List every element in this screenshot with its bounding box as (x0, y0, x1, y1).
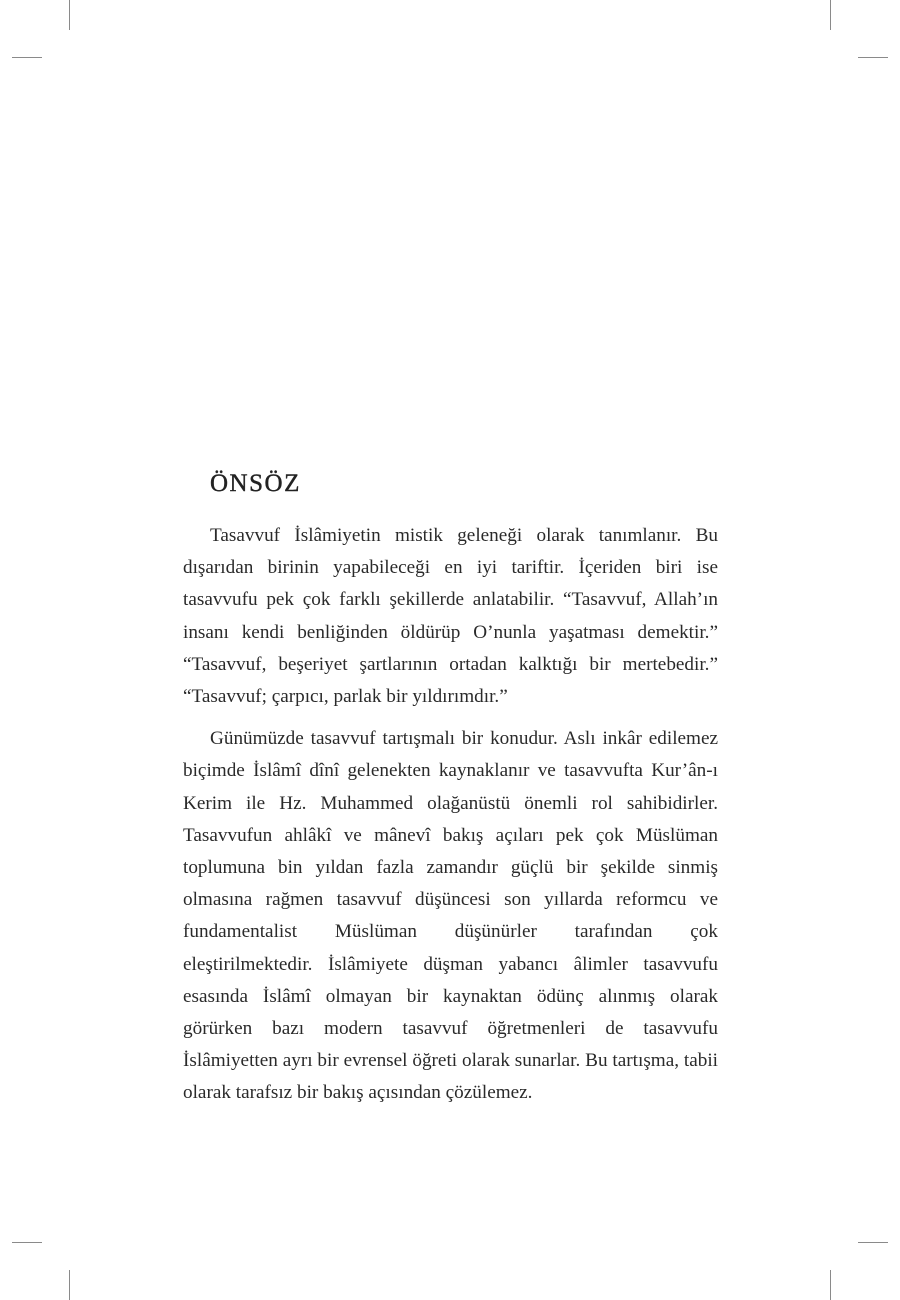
crop-mark (69, 0, 70, 30)
crop-mark (12, 1242, 42, 1243)
crop-mark (12, 57, 42, 58)
paragraph: Günümüzde tasavvuf tartışmalı bir konudur. Aslı inkâr edilemez biçimde İslâmî dînî gelenekten kaynaklanır ve tasavvufta Kur’ân-ı Kerim ile Hz. Muhammed olağanüstü önemli rol sahibidirler. Tasavvufun ahlâkî ve mânevî bakış açıları pek çok Müslüman toplumuna bin yıldan fazla zamandır güçlü bir şekilde sinmiş olmasına rağmen tasavvuf düşüncesi son yıllarda reformcu ve fundamentalist Müslüman düşünürler tarafından çok eleştirilmektedir. İslâmiyete düşman yabancı âlimler tasavvufu esasında İslâmî olmayan bir kaynaktan ödünç alınmış olarak görürken bazı modern tasavvuf öğretmenleri de tasavvufu İslâmiyetten ayrı bir evrensel öğreti olarak sunarlar. Bu tartışma, tabii olarak tarafsız bir bakış açısından çözülemez. (183, 728, 718, 1104)
crop-mark (858, 57, 888, 58)
page-body (183, 470, 718, 1120)
crop-mark (858, 1242, 888, 1243)
chapter-title: ÖNSÖZ (210, 470, 301, 497)
crop-mark (830, 0, 831, 30)
crop-mark (830, 1270, 831, 1300)
paragraph: Tasavvuf İslâmiyetin mistik geleneği olarak tanımlanır. Bu dışarıdan birinin yapabileceği en iyi tariftir. İçeriden biri ise tasavvufu pek çok farklı şekillerde anlatabilir. “Tasavvuf, Allah’ın insanı kendi benliğinden öldürüp O’nunla yaşatması demektir.” “Tasavvuf, beşeriyet şartlarının ortadan kalktığı bir mertebedir.” “Tasavvuf; çarpıcı, parlak bir yıldırımdır.” (183, 525, 718, 708)
crop-mark (69, 1270, 70, 1300)
